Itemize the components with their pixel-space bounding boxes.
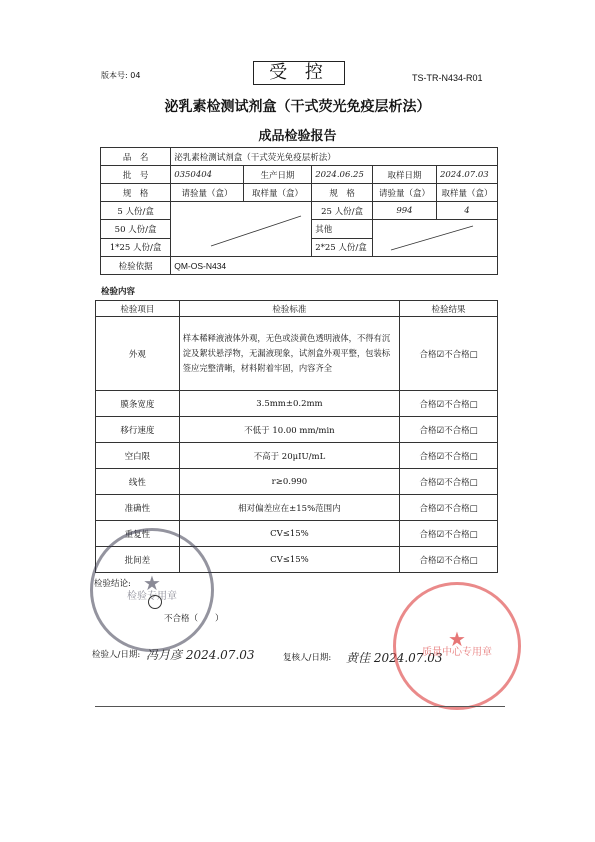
col-header-result: 检验结果 xyxy=(400,301,498,317)
spec-other: 其他 xyxy=(312,220,373,239)
mfg-date-value: 2024.06.25 xyxy=(312,166,373,184)
table-row xyxy=(96,317,498,391)
standard-cell: CV≤15% xyxy=(179,521,399,547)
inspection-content-title: 检验内容 xyxy=(101,287,136,297)
batch-value: 0350404 xyxy=(171,166,244,184)
star-icon: ★ xyxy=(143,571,161,595)
spec-25-per-box: 25 人份/盒 xyxy=(312,202,373,220)
spec-header-2: 规 格 xyxy=(312,184,373,202)
table-row xyxy=(96,495,498,521)
basis-value: QM-OS-N434 xyxy=(171,257,498,275)
result-cell: 合格☑不合格□ xyxy=(400,417,498,443)
item-cell: 膜条宽度 xyxy=(96,391,180,417)
table-row xyxy=(101,148,498,166)
request-qty-header: 请验量（盒） xyxy=(171,184,244,202)
strike-line-icon xyxy=(373,220,497,256)
qc-seal-text: 检验专用章 xyxy=(127,591,177,602)
sample-qty-header-2: 取样量（盒） xyxy=(436,184,497,202)
qa-seal-text: 质量中心专用章 xyxy=(422,647,492,658)
strike-cell xyxy=(171,202,312,257)
result-cell: 合格☑不合格□ xyxy=(400,547,498,573)
star-icon: ★ xyxy=(448,627,466,651)
qc-seal-icon xyxy=(90,528,214,652)
inspector-signature: 冯月彦 2024.07.03 xyxy=(146,648,255,662)
result-cell: 合格☑不合格□ xyxy=(400,521,498,547)
request-qty-header-2: 请验量（盒） xyxy=(372,184,436,202)
version-number: 版本号: 04 xyxy=(101,71,141,80)
result-cell: 合格☑不合格□ xyxy=(400,469,498,495)
inspector-label: 检验人/日期: xyxy=(92,650,141,660)
product-name-label: 品 名 xyxy=(101,148,171,166)
report-subtitle: 成品检验报告 xyxy=(258,129,337,144)
controlled-stamp: 受 控 xyxy=(253,61,345,85)
strike-line-icon xyxy=(171,202,311,256)
standard-cell: 不低于 10.00 mm/min xyxy=(179,417,399,443)
table-header-row xyxy=(96,301,498,317)
result-cell: 合格☑不合格□ xyxy=(400,495,498,521)
item-cell: 外观 xyxy=(96,317,180,391)
document-title: 泌乳素检测试剂盒（干式荧光免疫层析法） xyxy=(164,99,431,115)
sample-qty-header: 取样量（盒） xyxy=(243,184,312,202)
standard-cell: 不高于 20μIU/mL xyxy=(179,443,399,469)
sample-date-label: 取样日期 xyxy=(372,166,436,184)
fail-option: 不合格（ ） xyxy=(164,614,224,624)
item-cell: 批间差 xyxy=(96,547,180,573)
reviewer-signature: 黄佳 2024.07.03 xyxy=(346,651,443,665)
document-code: TS-TR-N434-R01 xyxy=(412,73,483,83)
conclusion-label: 检验结论: xyxy=(94,579,131,589)
item-cell: 空白限 xyxy=(96,443,180,469)
product-info-table xyxy=(100,147,498,275)
basis-label: 检验依据 xyxy=(101,257,171,275)
batch-label: 批 号 xyxy=(101,166,171,184)
spec-2x25-per-box: 2*25 人份/盒 xyxy=(312,238,373,257)
sample-date-value: 2024.07.03 xyxy=(436,166,497,184)
item-cell: 准确性 xyxy=(96,495,180,521)
divider xyxy=(95,706,505,707)
request-qty-value: 994 xyxy=(372,202,436,220)
table-row xyxy=(101,166,498,184)
strike-cell-2 xyxy=(372,220,497,257)
table-row xyxy=(101,184,498,202)
standard-cell: 3.5mm±0.2mm xyxy=(179,391,399,417)
spec-50-per-box: 50 人份/盒 xyxy=(101,220,171,239)
qa-seal-icon xyxy=(393,582,521,710)
reviewer-label: 复核人/日期: xyxy=(283,653,332,663)
spec-5-per-box: 5 人份/盒 xyxy=(101,202,171,220)
standard-cell: r≥0.990 xyxy=(179,469,399,495)
standard-cell: 相对偏差应在±15%范围内 xyxy=(179,495,399,521)
item-cell: 重复性 xyxy=(96,521,180,547)
standard-cell: CV≤15% xyxy=(179,547,399,573)
col-header-item: 检验项目 xyxy=(96,301,180,317)
table-row xyxy=(101,202,498,220)
item-cell: 线性 xyxy=(96,469,180,495)
table-row xyxy=(96,443,498,469)
table-row xyxy=(96,391,498,417)
circle-mark-icon xyxy=(148,595,162,609)
table-row xyxy=(96,417,498,443)
spec-1x25-per-box: 1*25 人份/盒 xyxy=(101,238,171,257)
sample-qty-value: 4 xyxy=(436,202,497,220)
result-cell: 合格☑不合格□ xyxy=(400,443,498,469)
result-cell: 合格☑不合格□ xyxy=(400,391,498,417)
table-row xyxy=(101,257,498,275)
col-header-standard: 检验标准 xyxy=(179,301,399,317)
table-row xyxy=(96,469,498,495)
spec-header: 规 格 xyxy=(101,184,171,202)
product-name-value: 泌乳素检测试剂盒（干式荧光免疫层析法） xyxy=(171,148,498,166)
result-cell: 合格☑不合格□ xyxy=(400,317,498,391)
item-cell: 移行速度 xyxy=(96,417,180,443)
mfg-date-label: 生产日期 xyxy=(243,166,312,184)
standard-cell: 样本稀释液液体外观，无色或淡黄色透明液体，不得有沉淀及絮状悬浮物，无漏液现象，试剂盒外观平整，包装标签应完整清晰，材料附着牢固，内容齐全 xyxy=(179,317,399,391)
